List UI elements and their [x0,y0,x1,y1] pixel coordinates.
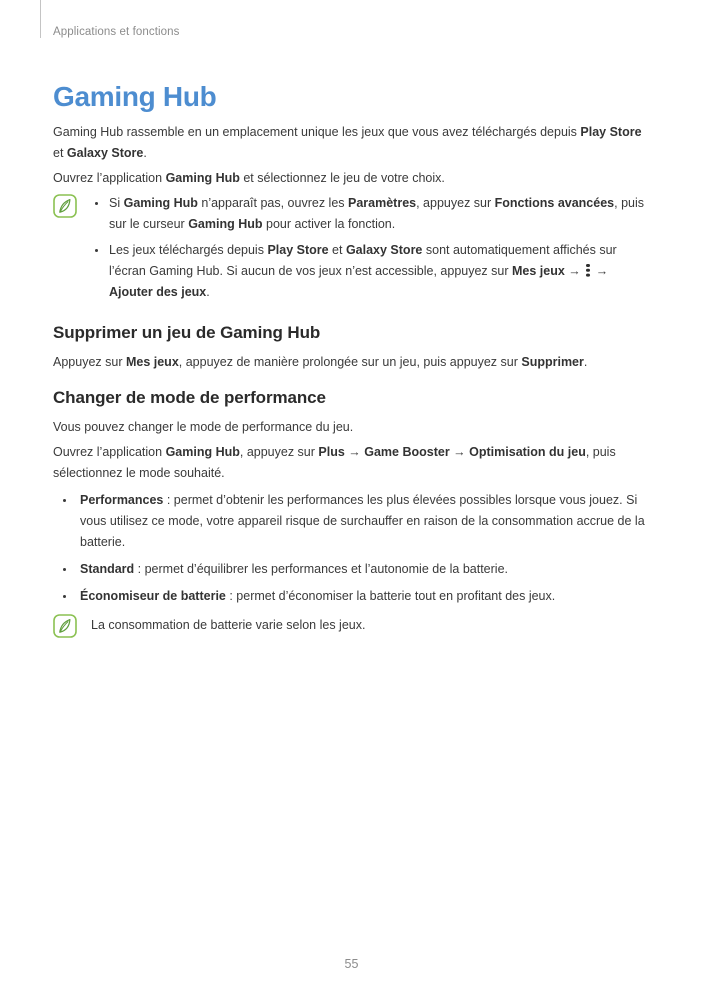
paragraph: Vous pouvez changer le mode de performance du jeu. [53,420,354,434]
paragraph: Ouvrez l’application Gaming Hub et sélectionnez le jeu de votre choix. [53,171,445,185]
list-item: Économiseur de batterie : permet d’économiser la batterie tout en profitant des jeux. [53,586,653,607]
list-item: Standard : permet d’équilibrer les performances et l’autonomie de la batterie. [53,559,653,580]
paragraph: Ouvrez l’application Gaming Hub, appuyez sur Plus → Game Booster → Optimisation du jeu, puis sélectionnez le mode souhaité. [53,445,616,480]
more-options-icon [586,264,590,277]
note-text: La consommation de batterie varie selon les jeux. [91,618,366,632]
note-block [53,193,653,308]
paragraph: Appuyez sur Mes jeux, appuyez de manière prolongée sur un jeu, puis appuyez sur Supprimer. [53,355,588,369]
page-title: Gaming Hub [53,81,217,112]
paragraph: Gaming Hub rassemble en un emplacement unique les jeux que vous avez téléchargés depuis Play Store et Galaxy Store. [53,125,642,160]
performance-mode-list [53,490,653,607]
breadcrumb: Applications et fonctions [53,26,180,38]
list-item: Les jeux téléchargés depuis Play Store et Galaxy Store sont automatiquement affichés sur l’écran Gaming Hub. Si aucun de vos jeux n’est accessible, appuyez sur Mes jeux → → Ajouter des jeux. [94,240,653,303]
note-bullet-list [94,193,653,308]
section-heading: Supprimer un jeu de Gaming Hub [53,323,321,342]
list-item: Performances : permet d’obtenir les performances les plus élevées possibles lorsque vous jouez. Si vous utilisez ce mode, votre appareil risque de surchauffer en raison de la consommation accrue de la batterie. [53,490,653,553]
header-divider [40,0,41,38]
note-icon [53,194,77,218]
page-content [53,82,653,638]
note-block [53,613,653,638]
note-icon [53,614,77,638]
page-number: 55 [344,957,359,971]
section-heading: Changer de mode de performance [53,388,326,407]
list-item: Si Gaming Hub n’apparaît pas, ouvrez les Paramètres, appuyez sur Fonctions avancées, puis sur le curseur Gaming Hub pour activer la fonction. [94,193,653,235]
